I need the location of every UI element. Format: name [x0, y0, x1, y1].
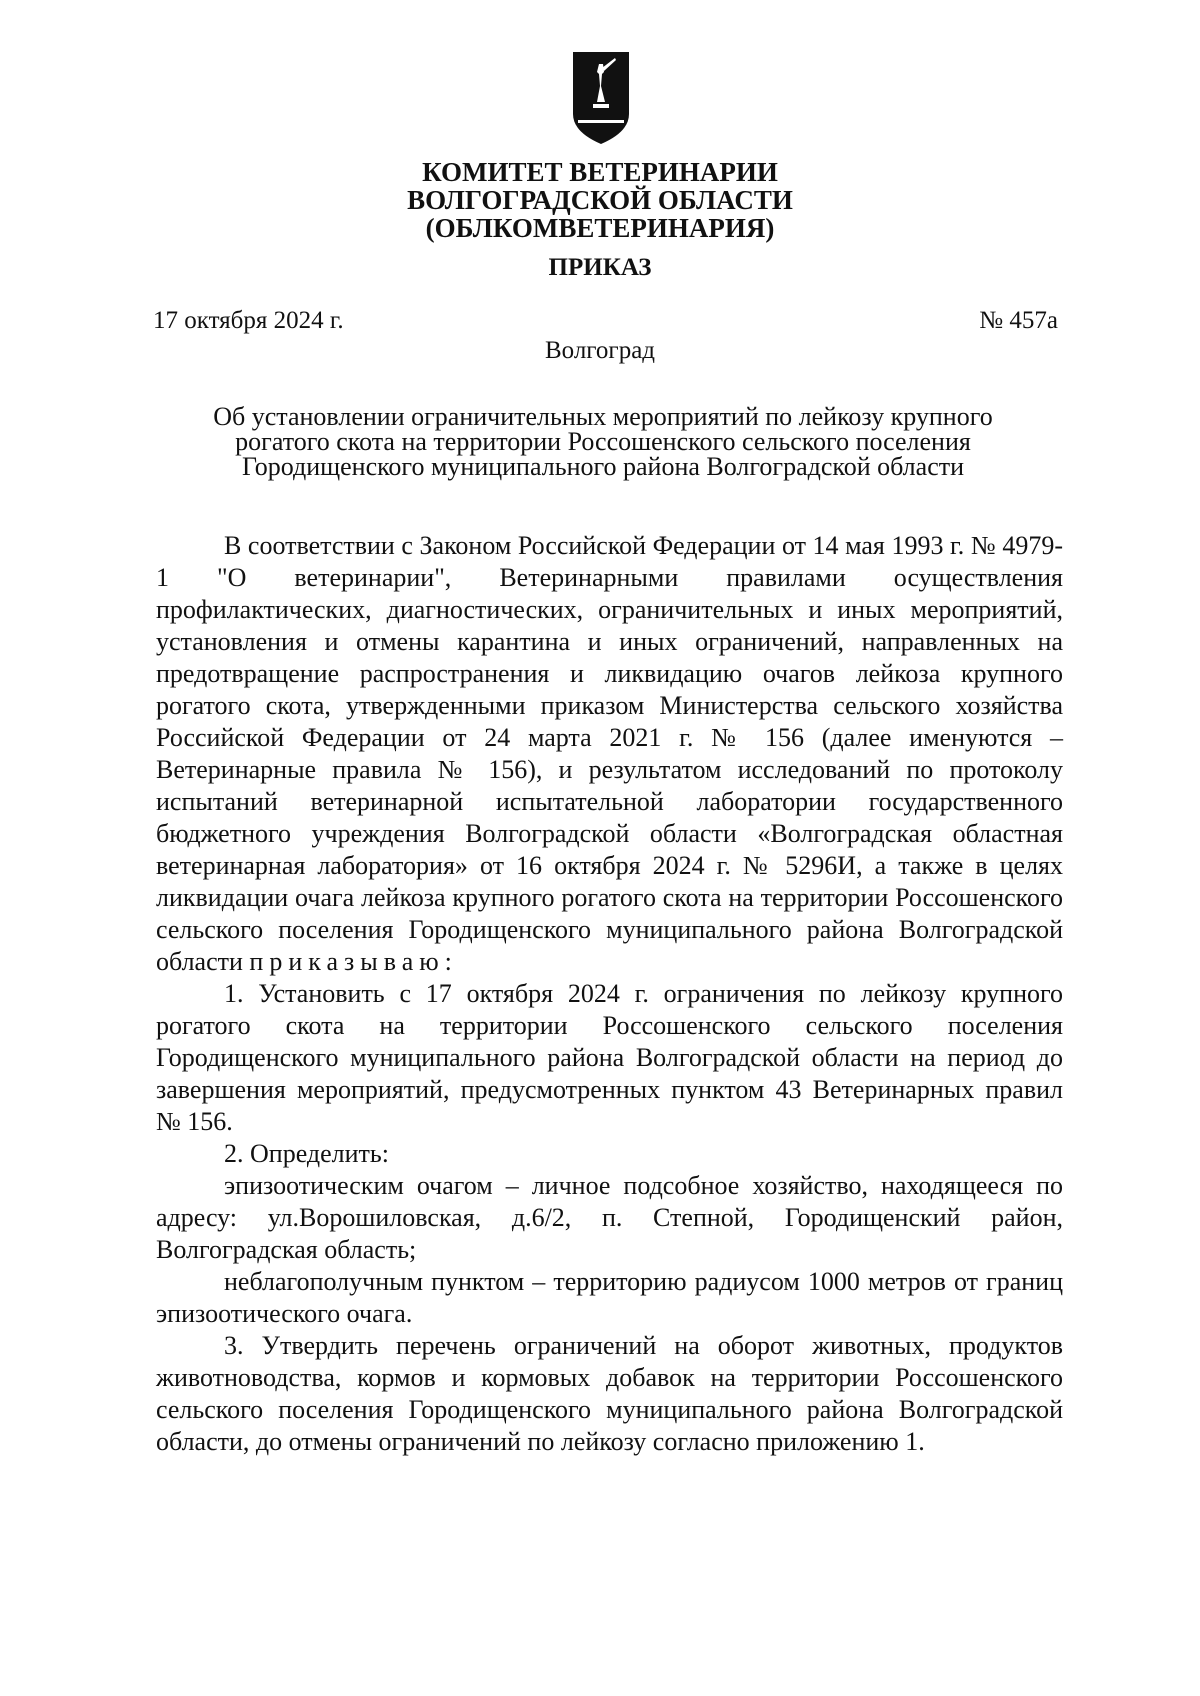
subject-line-1: Об установлении ограничительных мероприятий по лейкозу крупного	[213, 402, 993, 431]
order-subject	[150, 404, 1056, 479]
order-city: Волгоград	[544, 337, 656, 364]
subject-line-2: рогатого скота на территории Россошенского сельского поселения	[235, 427, 971, 456]
item-3-paragraph: 3. Утвердить перечень ограничений на оборот животных, продуктов животноводства, кормов и кормовых добавок на территории Россошенского сельского поселения Городищенского муниципального района Волгоградской области, до отмены ограничений по лейкозу согласно приложению 1.	[156, 1331, 1063, 1456]
item-2-title: 2. Определить:	[224, 1139, 389, 1168]
subject-line-3: Городищенского муниципального района Волгоградской области	[241, 452, 965, 481]
order-word: приказываю:	[249, 947, 458, 976]
preamble-paragraph	[156, 530, 1063, 978]
organization-name	[0, 158, 1200, 242]
item-1-paragraph: 1. Установить с 17 октября 2024 г. ограничения по лейкозу крупного рогатого скота на территории Россошенского сельского поселения Городищенского муниципального района Волгоградской области на период до завершения мероприятий, предусмотренных пунктом 43 Ветеринарных правил № 156.	[156, 979, 1063, 1136]
volgograd-coat-of-arms-icon	[571, 50, 631, 146]
order-date: 17 октября 2024 г.	[153, 307, 344, 334]
org-line-2: ВОЛГОГРАДСКОЙ ОБЛАСТИ	[407, 185, 793, 215]
org-line-1: КОМИТЕТ ВЕТЕРИНАРИИ	[422, 157, 778, 187]
item-2-area-paragraph: неблагополучным пунктом – территорию радиусом 1000 метров от границ эпизоотического очага.	[156, 1267, 1063, 1328]
document-type: ПРИКАЗ	[548, 254, 652, 281]
org-line-3: (ОБЛКОМВЕТЕРИНАРИЯ)	[425, 213, 775, 243]
preamble-text: В соответствии с Законом Российской Федерации от 14 мая 1993 г. № 4979-1 "О ветеринарии", Ветеринарными правилами осуществления профилактических, диагностических, ограничительных и иных мероприятий, установления и отмены карантина и иных ограничений, направленных на предотвращение распространения и ликвидацию очагов лейкоза крупного рогатого скота, утвержденными приказом Министерства сельского хозяйства Российской Федерации от 24 марта 2021 г. № 156 (далее именуются – Ветеринарные правила № 156), и результатом исследований по протоколу испытаний ветеринарной испытательной лаборатории государственного бюджетного учреждения Волгоградской области «Волгоградская областная ветеринарная лаборатория» от 16 октября 2024 г. № 5296И, а также в целях ликвидации очага лейкоза крупного рогатого скота на территории Россошенского сельского поселения Городищенского муниципального района Волгоградской области	[156, 531, 1063, 976]
order-number: № 457а	[979, 307, 1058, 334]
order-body	[156, 530, 1063, 1458]
item-2-focus-paragraph: эпизоотическим очагом – личное подсобное хозяйство, находящееся по адресу: ул.Ворошиловская, д.6/2, п. Степной, Городищенский район, Волгоградская область;	[156, 1171, 1063, 1264]
